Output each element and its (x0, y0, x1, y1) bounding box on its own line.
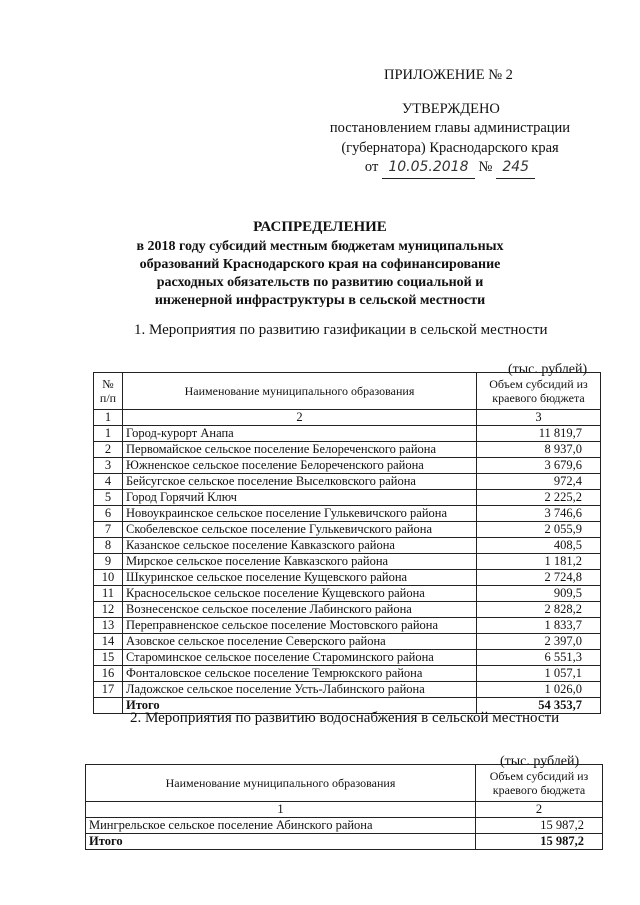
subsidy-amount: 2 724,8 (477, 570, 601, 586)
table-row (94, 586, 601, 602)
subsidy-amount: 11 819,7 (477, 426, 601, 442)
row-number: 17 (94, 682, 123, 698)
municipality-name: Казанское сельское поселение Кавказского района (123, 538, 477, 554)
table-row (94, 506, 601, 522)
row-number: 11 (94, 586, 123, 602)
col-number: 2 (123, 410, 477, 426)
total-label: Итого (86, 834, 476, 850)
empty-cell (94, 698, 123, 714)
total-amount: 54 353,7 (477, 698, 601, 714)
row-number: 8 (94, 538, 123, 554)
subsidy-amount: 1 833,7 (477, 618, 601, 634)
subsidy-amount: 1 181,2 (477, 554, 601, 570)
section-1-heading: 1. Мероприятия по развитию газификации в сельской местности (134, 322, 548, 338)
table-header-row (94, 373, 601, 410)
table-row (94, 618, 601, 634)
row-number: 15 (94, 650, 123, 666)
total-amount: 15 987,2 (476, 834, 603, 850)
col-header-name: Наименование муниципального образования (86, 765, 476, 802)
row-number: 3 (94, 458, 123, 474)
gasification-table (93, 372, 601, 714)
annex-label: ПРИЛОЖЕНИЕ № 2 (384, 67, 513, 83)
table-row (94, 570, 601, 586)
title-line-3: расходных обязательств по развитию социальной и (156, 275, 484, 290)
table-row (94, 490, 601, 506)
section-2-units: (тыс. рублей) (500, 754, 580, 769)
municipality-name: Бейсугское сельское поселение Выселковского района (123, 474, 477, 490)
title-main: РАСПРЕДЕЛЕНИЕ (253, 219, 387, 235)
table-row (94, 442, 601, 458)
subsidy-amount: 6 551,3 (477, 650, 601, 666)
municipality-name: Переправненское сельское поселение Мостовского района (123, 618, 477, 634)
approval-block (300, 66, 600, 179)
subsidy-amount: 2 828,2 (477, 602, 601, 618)
row-number: 7 (94, 522, 123, 538)
from-label: от (364, 159, 379, 175)
row-number: 5 (94, 490, 123, 506)
col-header-amount: Объем субсидий из краевого бюджета (477, 373, 601, 410)
column-number-row (94, 410, 601, 426)
municipality-name: Красносельское сельское поселение Кущевского района (123, 586, 477, 602)
subsidy-amount: 15 987,2 (476, 818, 603, 834)
row-number: 12 (94, 602, 123, 618)
column-number-row (86, 802, 603, 818)
subsidy-amount: 2 225,2 (477, 490, 601, 506)
row-number: 16 (94, 666, 123, 682)
municipality-name: Южненское сельское поселение Белореченского района (123, 458, 477, 474)
col-header-amount: Объем субсидий из краевого бюджета (476, 765, 603, 802)
col-number: 1 (94, 410, 123, 426)
row-number: 14 (94, 634, 123, 650)
municipality-name: Первомайское сельское поселение Белореченского района (123, 442, 477, 458)
municipality-name: Фонталовское сельское поселение Темрюкского района (123, 666, 477, 682)
subsidy-amount: 972,4 (477, 474, 601, 490)
approval-number: 245 (496, 158, 535, 179)
municipality-name: Шкуринское сельское поселение Кущевского района (123, 570, 477, 586)
subsidy-amount: 1 026,0 (477, 682, 601, 698)
title-line-1: в 2018 году субсидий местным бюджетам муниципальных (136, 239, 504, 254)
table-row (94, 522, 601, 538)
row-number: 6 (94, 506, 123, 522)
col-header-name: Наименование муниципального образования (123, 373, 477, 410)
approved-label: УТВЕРЖДЕНО (402, 100, 500, 117)
approval-line-1: постановлением главы администрации (329, 120, 571, 136)
municipality-name: Староминское сельское поселение Староминского района (123, 650, 477, 666)
col-number: 3 (477, 410, 601, 426)
municipality-name: Ладожское сельское поселение Усть-Лабинского района (123, 682, 477, 698)
table-row (94, 634, 601, 650)
col-number: 1 (86, 802, 476, 818)
subsidy-amount: 909,5 (477, 586, 601, 602)
municipality-name: Мирское сельское поселение Кавказского района (123, 554, 477, 570)
table-row (94, 666, 601, 682)
municipality-name: Азовское сельское поселение Северского района (123, 634, 477, 650)
municipality-name: Город-курорт Анапа (123, 426, 477, 442)
municipality-name: Мингрельское сельское поселение Абинского района (86, 818, 476, 834)
document-title (110, 218, 530, 310)
table-row (94, 538, 601, 554)
table-row (94, 426, 601, 442)
row-number: 10 (94, 570, 123, 586)
subsidy-amount: 2 055,9 (477, 522, 601, 538)
subsidy-amount: 3 746,6 (477, 506, 601, 522)
approval-date-line (300, 158, 600, 179)
table-row (94, 602, 601, 618)
water-supply-table (85, 764, 603, 850)
section-2-heading: 2. Мероприятия по развитию водоснабжения в сельской местности (130, 710, 560, 726)
table-row (94, 650, 601, 666)
municipality-name: Вознесенское сельское поселение Лабинского района (123, 602, 477, 618)
total-label: Итого (123, 698, 477, 714)
subsidy-amount: 2 397,0 (477, 634, 601, 650)
table-row (94, 458, 601, 474)
table-row (86, 818, 603, 834)
section-1-units: (тыс. рублей) (508, 362, 588, 377)
table-header-row (86, 765, 603, 802)
approval-line-2: (губернатора) Краснодарского края (341, 139, 559, 156)
number-label: № (478, 159, 493, 175)
col-header-num: № п/п (94, 373, 123, 410)
row-number: 9 (94, 554, 123, 570)
title-line-2: образований Краснодарского края на софинансирование (139, 257, 501, 272)
row-number: 2 (94, 442, 123, 458)
table-row (94, 474, 601, 490)
row-number: 4 (94, 474, 123, 490)
col-number: 2 (476, 802, 603, 818)
subsidy-amount: 408,5 (477, 538, 601, 554)
subsidy-amount: 3 679,6 (477, 458, 601, 474)
row-number: 1 (94, 426, 123, 442)
subsidy-amount: 8 937,0 (477, 442, 601, 458)
table-row (94, 682, 601, 698)
table-row (94, 554, 601, 570)
municipality-name: Скобелевское сельское поселение Гулькевичского района (123, 522, 477, 538)
row-number: 13 (94, 618, 123, 634)
total-row (86, 834, 603, 850)
subsidy-amount: 1 057,1 (477, 666, 601, 682)
approval-date: 10.05.2018 (382, 158, 474, 179)
municipality-name: Новоукраинское сельское поселение Гулькевичского района (123, 506, 477, 522)
municipality-name: Город Горячий Ключ (123, 490, 477, 506)
title-line-4: инженерной инфраструктуры в сельской местности (154, 293, 486, 308)
